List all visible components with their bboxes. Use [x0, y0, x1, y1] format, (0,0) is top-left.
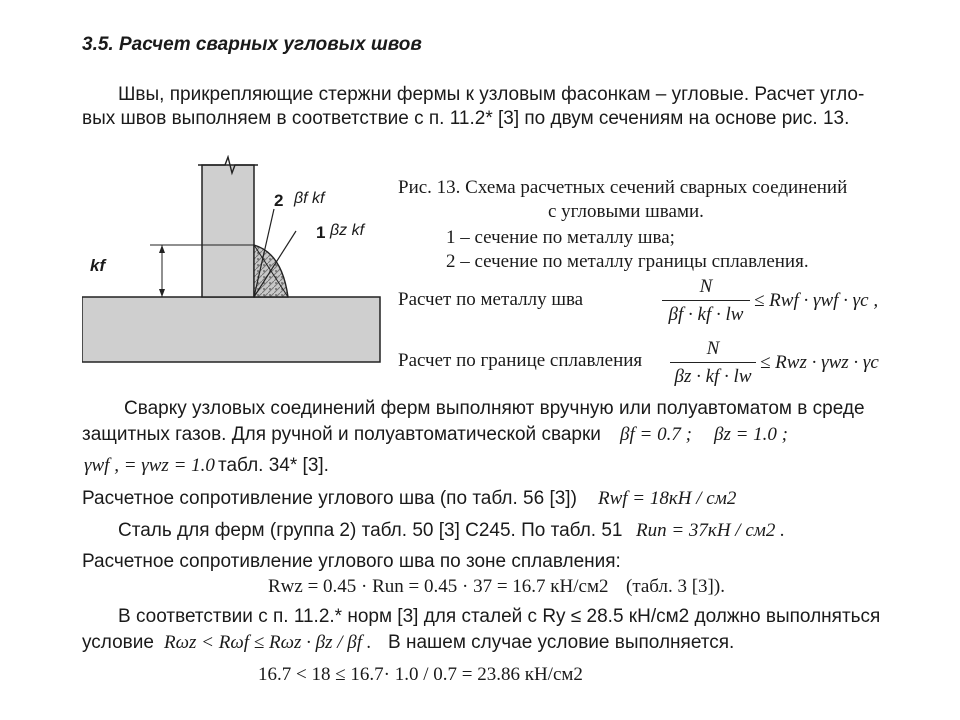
welding-line-2: защитных газов. Для ручной и полуавтоматической сварки — [82, 424, 601, 445]
rwf-formula: Rwf = 18кН / см2 — [598, 488, 737, 509]
legend-item-2: 2 – сечение по металлу границы сплавления. — [446, 251, 809, 272]
section-1-formula: βz kf — [330, 222, 365, 239]
condition-line-2-start: условие — [82, 632, 154, 653]
calc-metal-denominator: βf · kf · lw — [668, 304, 744, 325]
figure-caption-line-2: с угловыми швами. — [548, 201, 704, 222]
calc-metal-numerator: N — [699, 276, 713, 297]
check-formula: 16.7 < 18 ≤ 16.7· 1.0 / 0.7 = 23.86 кН/см2 — [258, 664, 583, 685]
calc-metal-rhs: ≤ Rwf · γwf · γc , — [754, 290, 879, 311]
section-heading: 3.5. Расчет сварных угловых швов — [82, 34, 422, 55]
condition-line-1: В соответствии с п. 11.2.* норм [3] для сталей с Ry ≤ 28.5 кН/см2 должно выполняться — [118, 606, 881, 627]
section-1-number: 1 — [316, 223, 326, 242]
rwz-note: (табл. 3 [3]). — [626, 576, 725, 597]
resistance-line-1: Расчетное сопротивление углового шва (по табл. 56 [3]) — [82, 488, 577, 509]
section-2-formula: βf kf — [294, 190, 325, 207]
steel-line: Сталь для ферм (группа 2) табл. 50 [3] С245. По табл. 51 — [118, 520, 623, 541]
gamma-note: табл. 34* [3]. — [218, 455, 329, 476]
gamma-formula: γwf , = γwz = 1.0 — [84, 455, 215, 476]
weld-diagram — [82, 155, 382, 380]
calc-boundary-rhs: ≤ Rwz · γwz · γc — [760, 352, 879, 373]
beta-f-formula: βf = 0.7 ; — [620, 424, 692, 445]
zone-line: Расчетное сопротивление углового шва по зоне сплавления: — [82, 551, 621, 572]
figure-caption-line-1: Рис. 13. Схема расчетных сечений сварных соединений — [398, 177, 848, 198]
legend-item-1: 1 – сечение по металлу шва; — [446, 227, 675, 248]
kf-label: kf — [90, 256, 106, 275]
condition-line-2-end: В нашем случае условие выполняется. — [388, 632, 735, 653]
run-formula: Run = 37кН / см2 . — [636, 520, 785, 541]
calc-boundary-numerator: N — [706, 338, 720, 359]
intro-line-2: вых швов выполняем в соответствие с п. 11.2* [3] по двум сечениям на основе рис. 13. — [82, 108, 850, 129]
calc-boundary-label: Расчет по границе сплавления — [398, 350, 643, 371]
condition-formula: Rωz < Rωf ≤ Rωz · βz / βf . — [164, 632, 372, 653]
calc-metal-label: Расчет по металлу шва — [398, 289, 584, 310]
intro-line-1: Швы, прикрепляющие стержни фермы к узловым фасонкам – угловые. Расчет угло- — [118, 84, 865, 105]
section-2-number: 2 — [274, 191, 284, 210]
gusset-plate — [82, 297, 380, 362]
welding-line-1: Сварку узловых соединений ферм выполняют вручную или полуавтоматом в среде — [124, 398, 865, 419]
rwz-formula: Rwz = 0.45 · Run = 0.45 · 37 = 16.7 кН/см2 — [268, 576, 609, 597]
truss-member — [202, 165, 254, 297]
calc-boundary-denominator: βz · kf · lw — [674, 366, 752, 387]
beta-z-formula: βz = 1.0 ; — [714, 424, 789, 445]
